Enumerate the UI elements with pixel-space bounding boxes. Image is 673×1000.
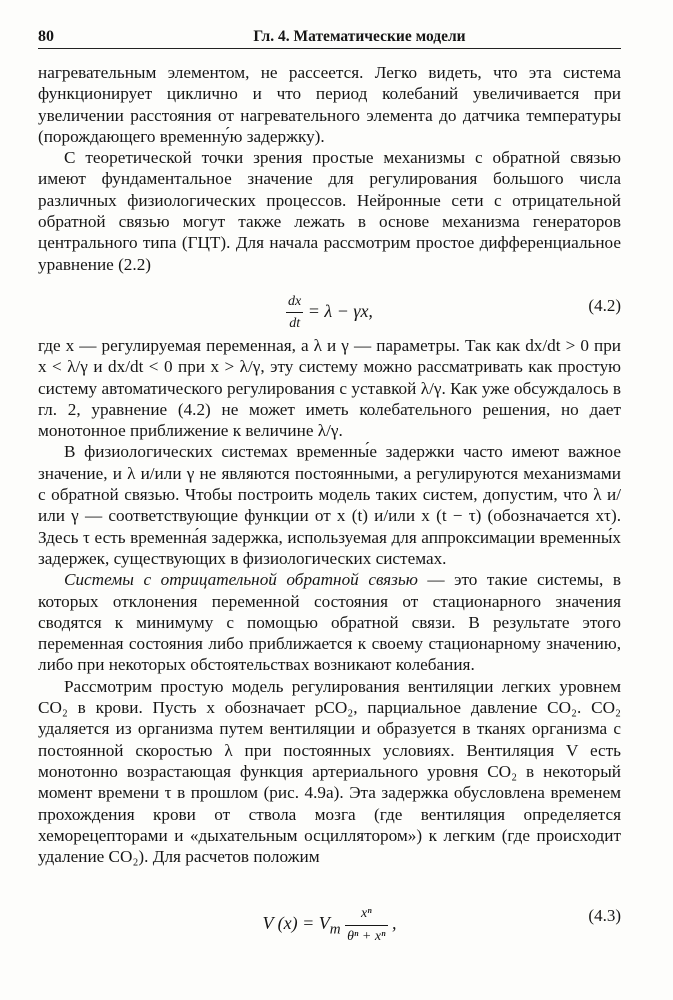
derivative-fraction <box>286 291 303 335</box>
paragraph-5 <box>38 569 621 675</box>
equation-4-3 <box>38 893 621 945</box>
equation-4-2-formula <box>38 291 621 335</box>
equation-4-2 <box>38 279 621 331</box>
fraction-numerator: dx <box>286 291 303 313</box>
equation-4-3-formula <box>38 903 621 947</box>
equation-number: (4.2) <box>588 295 621 315</box>
fraction-denominator: dt <box>289 316 301 332</box>
paragraph-6: Рассмотрим простую модель регулирования вентиляции легких уровнем CO₂ в крови. Пусть x обозначает pCO₂, парциальное давление CO₂. CO₂ удаляется из организма путем вентиляции и образуется в тканях организма с постоянной скоростью λ при постоянных условиях. Вентиляция V есть монотонно возрастающая функция артериального уровня CO₂ в некоторый момент времени τ в прошлом (рис. 4.9а). Эта задержка обусловлена временем прохождения крови от ствола мозга (где вентиляция определяется хеморецепторами и «дыхательным осциллятором») к легким (где происходит удаление CO₂). Для расчетов положим <box>38 676 621 867</box>
hill-fraction <box>345 903 387 947</box>
page-number: 80 <box>38 28 54 45</box>
equation-lhs: V (x) = V <box>262 913 330 934</box>
paragraph-5-italic: Системы с отрицательной обратной связью <box>64 570 418 590</box>
paragraph-3: где x — регулируемая переменная, а λ и γ — параметры. Так как dx/dt > 0 при x < λ/γ и dx/dt < 0 при x > λ/γ, эту систему можно рассматривать как простую систему автоматического регулирования с уставкой λ/γ. Как уже обсуждалось в гл. 2, уравнение (4.2) не может иметь колебательного решения, но дает монотонное приближение к величине λ/γ. <box>38 335 621 441</box>
fraction-denominator: θⁿ + xⁿ <box>347 928 386 944</box>
equation-number: (4.3) <box>588 906 621 926</box>
fraction-numerator: xⁿ <box>345 903 387 925</box>
running-header <box>38 26 621 49</box>
page-body <box>38 62 621 945</box>
paragraph-1: нагревательным элементом, не рассеется. Легко видеть, что эта система функционирует циклично и что период колебаний увеличивается при увеличении расстояния от нагревательного элемента до датчика температуры (порождающего временну́ю задержку). <box>38 63 621 146</box>
paragraph-4: В физиологических системах временны́е задержки часто имеют важное значение, и λ и/или γ не являются постоянными, а регулируются механизмами с обратной связью. Чтобы построить модель таких систем, допустим, что λ и/или γ — соответствующие функции от x (t) и/или x (t − τ) (обозначается xτ). Здесь τ есть временна́я задержка, используемая для аппроксимации временны́х задержек, существующих в физиологических системах. <box>38 442 621 568</box>
equation-subscript: m <box>329 921 341 938</box>
chapter-title: Гл. 4. Математические модели <box>253 28 466 45</box>
paragraph-2: С теоретической точки зрения простые механизмы с обратной связью имеют фундаментальное значение для регулирования большого числа различных физиологических процессов. Нейронные сети с отрицательной обратной связью могут также лежать в основе механизма генераторов центрального типа (ГЦТ). Для начала рассмотрим простое дифференциальное уравнение (2.2) <box>38 148 621 274</box>
paragraph-5-text: — это такие системы, в которых отклонения переменной состояния от стационарного значения сводятся к минимуму с помощью обратной связи. В результате этого переменная состояния либо приближается к своему стационарному значению, либо при некоторых обстоятельствах возникают колебания. <box>38 570 622 675</box>
equation-tail: , <box>387 913 397 934</box>
equation-rhs: = λ − γx, <box>307 300 373 321</box>
